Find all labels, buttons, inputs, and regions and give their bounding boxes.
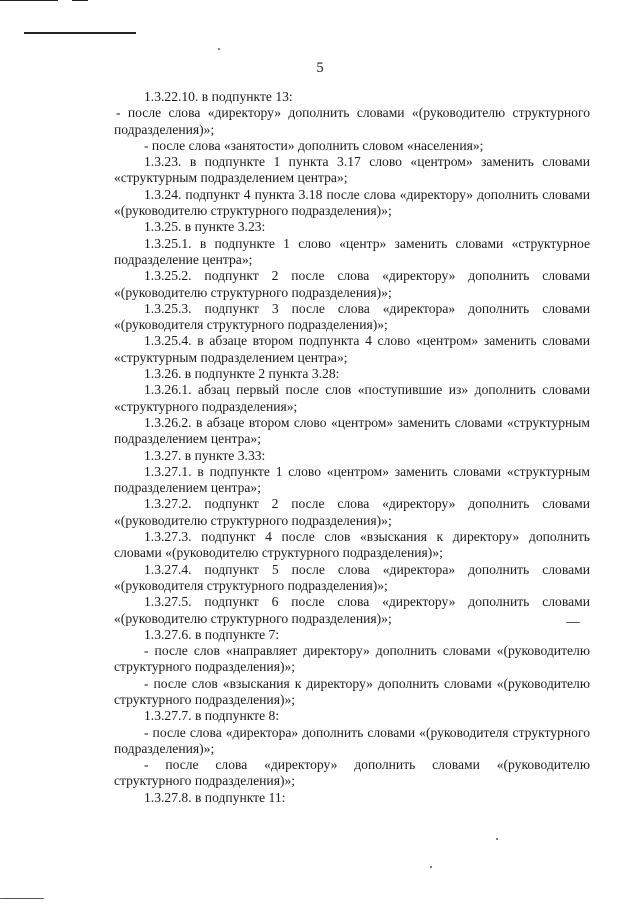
paragraph: 1.3.27.1. в подпункте 1 слово «центром» заменить словами «структурным подразделением центра»; xyxy=(114,463,590,496)
paragraph: 1.3.26.2. в абзаце втором слово «центром» заменить словами «структурным подразделением центра»; xyxy=(114,414,590,447)
paragraph: 1.3.25.3. подпункт 3 после слова «директора» дополнить словами «(руководителя структурного подразделения)»; xyxy=(114,300,590,333)
paragraph: - после слов «направляет директору» дополнить словами «(руководителю структурного подразделения)»; xyxy=(114,643,590,675)
paragraph: 1.3.27.7. в подпункте 8: xyxy=(144,708,280,724)
scan-mark-top xyxy=(72,0,88,1)
paragraph: 1.3.23. в подпункте 1 пункта 3.17 слово «центром» заменить словами «структурным подразделением центра»; xyxy=(114,154,590,186)
paragraph: - после слова «занятости» дополнить словом «населения»; xyxy=(144,137,484,153)
paragraph: 1.3.25.2. подпункт 2 после слова «директору» дополнить словами «(руководителю структурного подразделения)»; xyxy=(114,268,590,300)
scan-speck xyxy=(218,48,220,50)
paragraph: 1.3.26. в подпункте 2 пункта 3.28: xyxy=(144,366,340,382)
paragraph: - после слов «взыскания к директору» дополнить словами «(руководителю структурного подразделения)»; xyxy=(114,675,590,707)
paragraph: 1.3.27.4. подпункт 5 после слова «директора» дополнить словами «(руководителя структурного подразделения)»; xyxy=(114,561,590,593)
paragraph: 1.3.27. в пункте 3.33: xyxy=(144,447,266,463)
paragraph: 1.3.26.1. абзац первый после слов «поступившие из» дополнить словами «структурного подразделения»; xyxy=(114,382,590,414)
paragraph: 1.3.27.5. подпункт 6 после слова «директору» дополнить словами «(руководителю структурного подразделения)»; xyxy=(114,594,590,626)
scan-speck xyxy=(0,898,44,899)
paragraph: 1.3.25.4. в абзаце втором подпункта 4 слово «центром» заменить словами «структурным подразделением центра»; xyxy=(114,333,590,365)
paragraph: - после слова «директора» дополнить словами «(руководителя структурного подразделения)»; xyxy=(114,724,590,756)
paragraph: 1.3.27.8. в подпункте 11: xyxy=(144,789,286,805)
paragraph: 1.3.25.1. в подпункте 1 слово «центр» заменить словами «структурное подразделение центра»; xyxy=(114,235,590,267)
paragraph: 1.3.27.2. подпункт 2 после слова «директору» дополнить словами «(руководителю структурного подразделения)»; xyxy=(114,496,590,528)
paragraph: 1.3.27.6. в подпункте 7: xyxy=(144,626,280,642)
page-number: 5 xyxy=(316,60,324,76)
paragraph: 1.3.22.10. в подпункте 13: xyxy=(144,89,293,104)
scan-mark-rule xyxy=(24,32,136,34)
paragraph: - после слова «директору» дополнить словами «(руководителю структурного подразделения)»; xyxy=(114,757,590,789)
scan-speck xyxy=(430,866,432,868)
paragraph: 1.3.27.3. подпункт 4 после слов «взыскания к директору» дополнить словами «(руководителю структурного подразделения)»; xyxy=(114,529,590,561)
scan-mark-top-left xyxy=(0,0,58,1)
paragraph: 1.3.24. подпункт 4 пункта 3.18 после слова «директору» дополнить словами «(руководителю структурного подразделения)»; xyxy=(114,186,590,219)
scan-speck xyxy=(496,838,498,840)
paragraph: 1.3.25. в пункте 3.23: xyxy=(144,219,266,235)
paragraph: - после слова «директору» дополнить словами «(руководителю структурного подразделения)»; xyxy=(114,105,590,137)
document-body xyxy=(114,89,590,806)
